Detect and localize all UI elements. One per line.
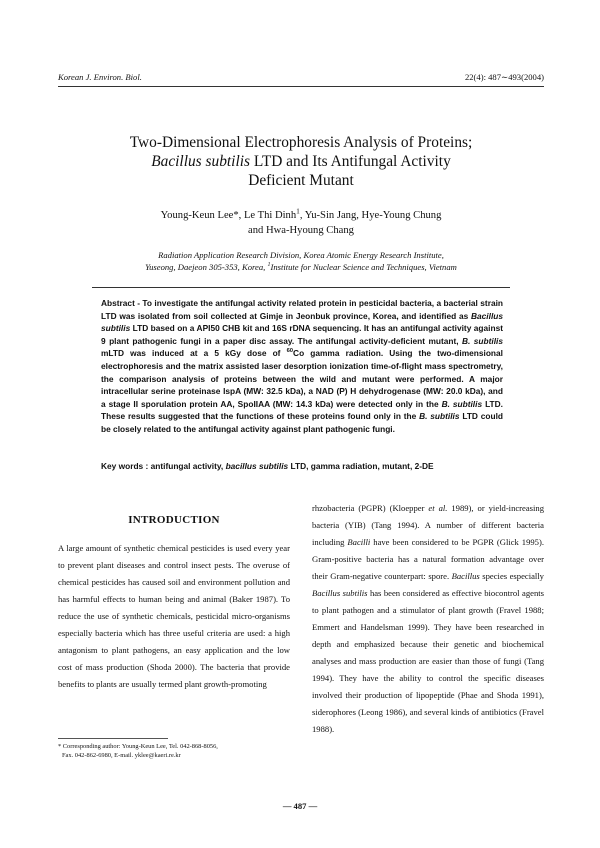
- species-name: Bacilli: [347, 537, 371, 547]
- page-number: — 487 —: [282, 801, 318, 811]
- section-heading: INTRODUCTION: [128, 514, 220, 526]
- title-text: LTD and Its Antifungal Activity: [249, 153, 451, 170]
- abstract-text: LTD could be closely related to the antifungal activity against plant pathogenic fungi.: [101, 411, 504, 434]
- authors: [58, 206, 544, 238]
- species-name: Bacillus subtilis: [101, 310, 503, 334]
- species-name: Bacillus subtilis: [151, 153, 250, 170]
- body-column-right: [312, 500, 544, 738]
- paper-title: [58, 133, 544, 190]
- title-line: [58, 152, 544, 171]
- footnote-rule: [58, 738, 168, 739]
- author-line: and Hwa-Hyoung Chang: [248, 224, 354, 236]
- species-name: B. subtilis: [419, 411, 460, 422]
- species-name: B. subtilis: [462, 335, 503, 346]
- affiliation-line: Radiation Application Research Division, Korea Atomic Energy Research Institute,: [158, 250, 444, 260]
- abstract: [101, 297, 503, 436]
- body-text: rhzobacteria (PGPR) (Kloepper: [312, 503, 429, 513]
- author-line: [58, 206, 544, 224]
- affiliation-text: Yuseong, Daejeon 305-353, Korea,: [145, 262, 268, 272]
- species-name: bacillus subtilis: [225, 461, 289, 471]
- species-name: Bacillus: [451, 571, 480, 581]
- author-text: Young-Keun Lee*, Le Thi Dinh: [160, 210, 297, 221]
- citation: 22(4): 487∼493(2004): [464, 72, 544, 82]
- affiliation-mark: 1: [296, 206, 300, 216]
- abstract-rule: [92, 287, 510, 288]
- title-line: Two-Dimensional Electrophoresis Analysis of Proteins;: [129, 134, 473, 151]
- header-rule: [58, 86, 544, 87]
- body-text: 1989), or yield-increasing bacteria (YIB) (Tang 1994). A number of different bacteria including: [312, 503, 544, 547]
- abstract-text: mLTD was induced at a 5 kGy dose of: [101, 348, 287, 359]
- affiliation-line: [58, 261, 544, 273]
- keywords-text: LTD, gamma radiation, mutant, 2-DE: [288, 461, 434, 471]
- body-text: species especially: [479, 571, 544, 581]
- running-header: [58, 72, 544, 83]
- species-name: B. subtilis: [441, 398, 483, 409]
- affiliations: [58, 249, 544, 273]
- affiliation-text: Institute for Nuclear Science and Techniques, Vietnam: [270, 262, 457, 272]
- journal-name: Korean J. Environ. Biol.: [58, 72, 142, 82]
- keywords-text: Key words : antifungal activity,: [101, 461, 226, 471]
- affiliation-mark: 1: [267, 262, 271, 269]
- body-text: has been considered as effective biocontrol agents to plant pathogen and a stimulator of plant growth (Fravel 1988; Emmert and Handelsman 1999). They have been researched in depth and emphasized because their genetic and biochemical analyses and mass production are easier than those of fungi (Tang 1994). They have the ability to control the specific diseases involved their production of lipopeptide (Phae and Shoda 1991), siderophores (Leong 1986), and several kinds of antibiotics (Fravel 1988).: [312, 588, 544, 734]
- abstract-text: Co gamma radiation. Using the two-dimensional electrophoresis and the matrix assisted laser desorption ionization time-of-flight mass spectrometry, the comparison analysis of proteins between the wild and mutant were performed. A major intracellular serine proteinase IspA (MW: 32.5 kDa), a NAD (P) H dehydrogenase (MW: 20.0 kDa), and a stage II sporulation protein AA, SpoIIAA (MW: 14.3 kDa) were detected only in the: [101, 348, 503, 409]
- abstract-text: LTD based on a API50 CHB kit and 16S rDNA sequencing. It has an antifungal activity against 9 plant pathogenic fungi in a paper disc assay. The antifungal activity-deficient mutant,: [101, 323, 503, 346]
- keywords: [101, 461, 503, 471]
- title-line: Deficient Mutant: [248, 172, 354, 189]
- body-text-italic: et al.: [428, 503, 448, 513]
- footnote-line: * Corresponding author: Young-Keun Lee, Tel. 042-868-8056,: [58, 743, 218, 750]
- abstract-text: LTD. These results suggested that the functions of these proteins found only in the: [101, 398, 503, 422]
- footnote-line: Fax. 042-862-6980, E-mail. yklee@kaeri.re.kr: [62, 752, 181, 759]
- body-column-left: [58, 540, 290, 693]
- footnote: [58, 742, 298, 760]
- body-text: have been considered to be PGPR (Glick 1995). Gram-positive bacteria has a natural formation advantage over their Gram-negative counterpart: spore.: [312, 537, 544, 581]
- body-text: A large amount of synthetic chemical pesticides is used every year to prevent plant diseases and control insect pests. The overuse of chemical pesticides has caused soil and environment pollution and has harmful effects to human being and animal (Baker 1987). To reduce the use of synthetic chemicals, pesticidal micro-organisms especially bacteria which has three useful criteria are used: a high antagonism to plant pathogens, an easy application and the low cost of mass production (Shoda 2000). The bacteria that provide benefits to plants are usually termed plant growth-promoting: [58, 543, 290, 689]
- abstract-text: Abstract - To investigate the antifungal activity related protein in pesticidal bacteria, a bacterial strain LTD was isolated from soil collected at Gimje in Jeonbuk province, Korea, and identified as: [101, 298, 503, 321]
- isotope-mark: 60: [286, 348, 294, 355]
- species-name: Bacillus subtilis: [312, 588, 368, 598]
- author-text: , Yu-Sin Jang, Hye-Young Chung: [299, 210, 442, 221]
